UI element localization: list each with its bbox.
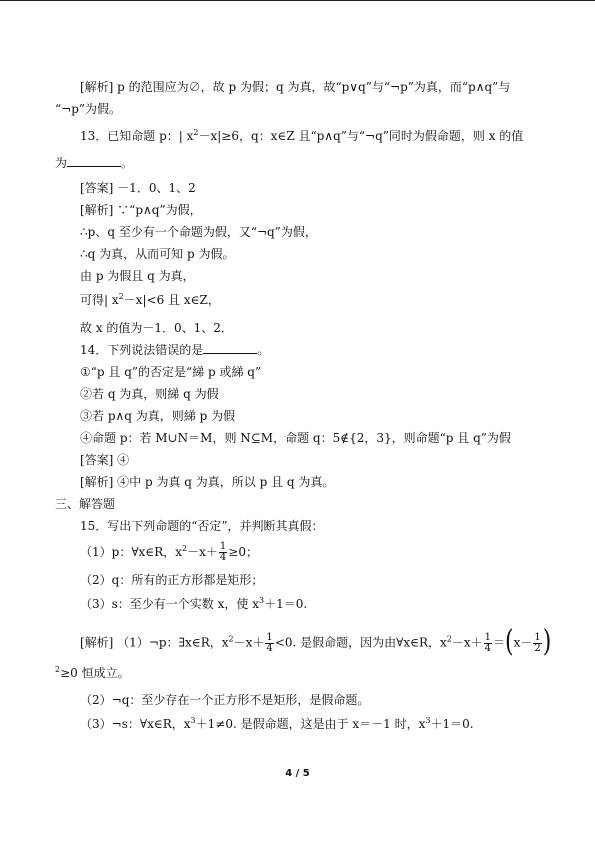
analysis-12-line-1: [解析] p 的范围应为∅，故 p 为假；q 为真，故“p∨q”与“¬p”为真，而“p∧q”与 — [80, 80, 511, 94]
analysis-13-line-3: ∴q 为真，从而可知 p 为假。 — [80, 247, 235, 261]
fraction-one-quarter: $\frac{1}{4}$ — [219, 541, 227, 563]
option-1: ①“p 且 q”的否定是“綈 p 或綈 q” — [80, 365, 262, 379]
question-15: 15．写出下列命题的“否定”，并判断其真假： — [80, 519, 324, 533]
fraction-one-half: $\frac{1}{2}$ — [534, 631, 541, 654]
analysis-13-line-2: ∴p、q 至少有一个命题为假，又“¬q”为假， — [80, 225, 317, 239]
q15-item-2: （2）q：所有的正方形都是矩形； — [80, 573, 264, 587]
page-number: 4 / 5 — [285, 768, 310, 779]
answer-14: [答案] ④ — [80, 453, 130, 467]
answer-blank — [203, 343, 257, 354]
analysis-15-line-1: [解析] （1）¬p：∃x∈R，$x^2-x+$ $\frac{1}{4}$ <0. 是假命题，因为由∀x∈R，$x^2-x+$ $\frac{1}{4}$ ＝(x－ $\frac{1}{2}$ ) — [80, 625, 552, 660]
analysis-15-line-3: （2）¬q：至少存在一个正方形不是矩形，是假命题。 — [80, 693, 370, 707]
top-rule — [0, 0, 595, 1]
analysis-13-line-1: [解析] ∵“p∧q”为假， — [80, 203, 202, 217]
question-14: 14．下列说法错误的是 。 — [80, 343, 270, 357]
analysis-14: [解析] ④中 p 为真 q 为真，所以 p 且 q 为真。 — [80, 475, 335, 489]
analysis-13-line-4: 由 p 为假且 q 为真， — [80, 269, 195, 283]
analysis-12-line-2: “¬p”为假。 — [55, 102, 122, 116]
section-heading: 三、解答题 — [55, 497, 116, 511]
fraction-one-quarter: $\frac{1}{4}$ — [266, 631, 273, 654]
right-paren: ) — [542, 625, 552, 660]
analysis-13-line-6: 故 x 的值为－1．0、1、2． — [80, 321, 233, 335]
left-paren: ( — [505, 625, 514, 660]
answer-13: [答案] －1．0、1、2 — [80, 181, 196, 195]
option-2: ②若 q 为真，则綈 q 为假 — [80, 387, 219, 401]
analysis-15-line-2: $^2$≥0 恒成立。 — [55, 665, 130, 680]
option-4: ④命题 p：若 M∪N＝M，则 N⊆M，命题 q：5∉{2，3}，则命题“p 且 q”为假 — [80, 431, 511, 445]
fraction-one-quarter: $\frac{1}{4}$ — [484, 631, 492, 654]
q15-item-1: （1）p：∀x∈R，$x^2-x+$ $\frac{1}{4}$ ≥0； — [80, 541, 258, 563]
question-13-blank: 为 。 — [55, 156, 134, 170]
analysis-13-line-5: 可得| $x^2-x|<6$ 且 x∈Z， — [80, 292, 220, 307]
q15-item-3: （3）s：至少有一个实数 x，使 $x^3+1=0$. — [80, 596, 308, 611]
answer-blank — [67, 156, 121, 167]
question-13: 13．已知命题 p：| $x^2-x|\ge 6$，q：x∈Z 且“p∧q”与“¬q”同时为假命题，则 x 的值 — [80, 128, 524, 143]
analysis-15-line-4: （3）¬s：∀x∈R，$x^3+1\ne 0$. 是假命题，这是由于 x＝－1 时，$x^3+1=0$. — [80, 716, 474, 731]
option-3: ③若 p∧q 为真，则綈 p 为假 — [80, 409, 236, 423]
